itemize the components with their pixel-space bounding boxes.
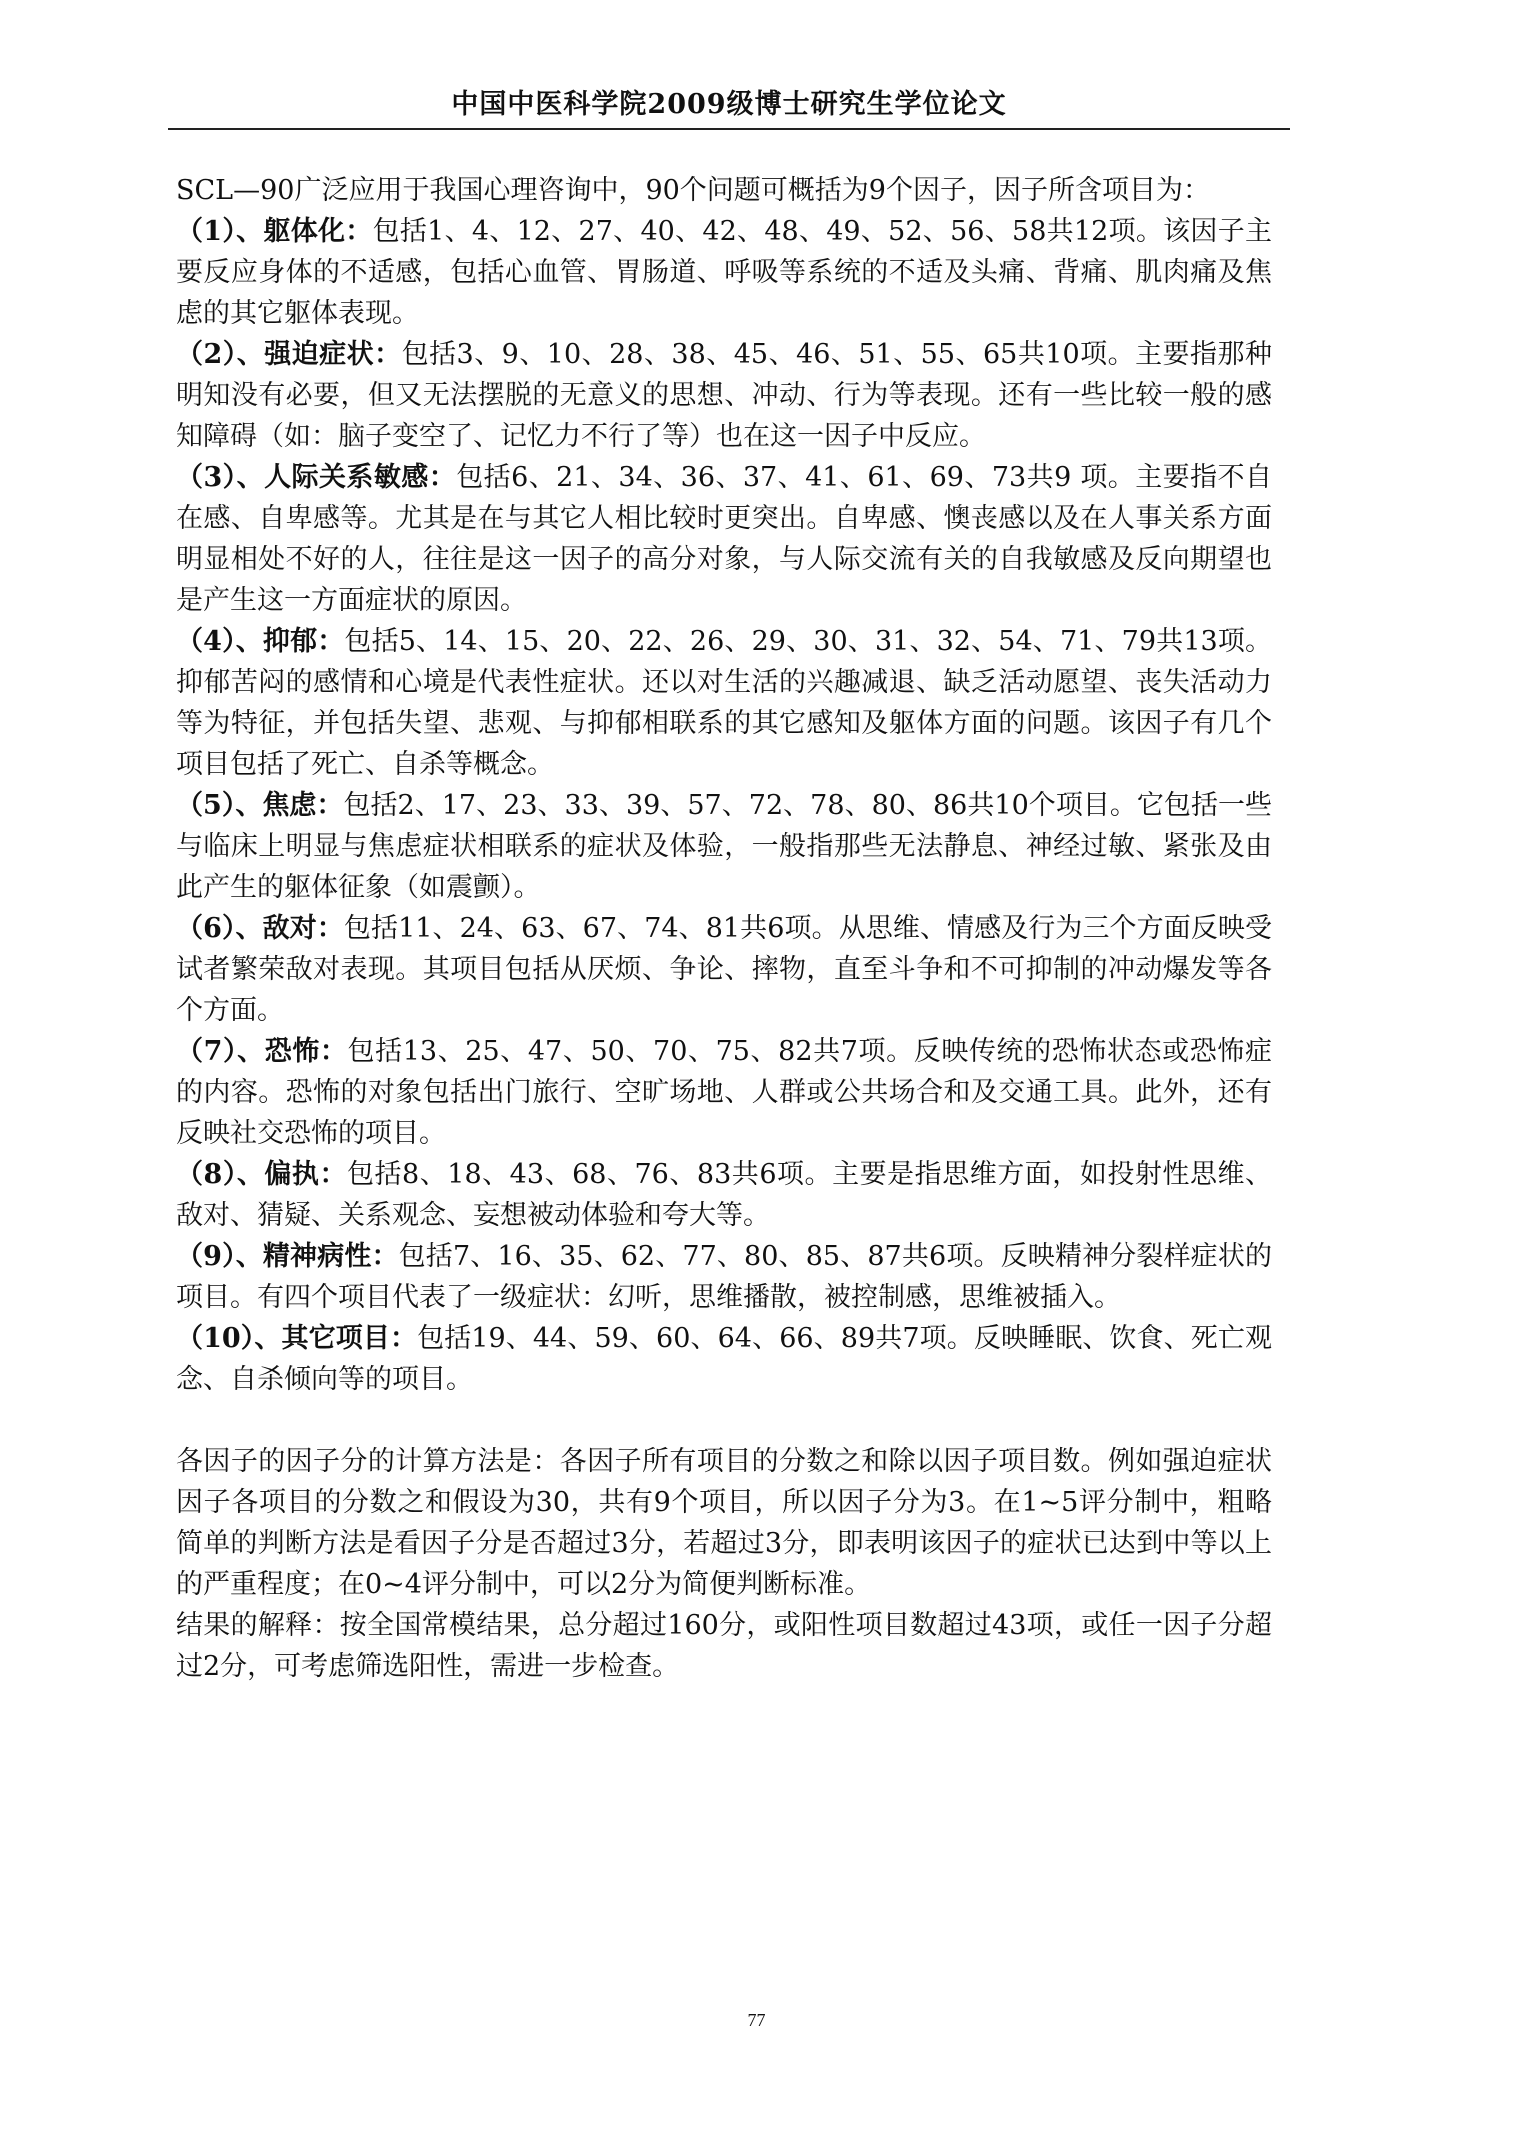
factor-label: （8）、偏执： xyxy=(176,1159,347,1190)
factor-item-6 xyxy=(176,908,1272,1031)
body-text xyxy=(176,170,1272,1687)
factor-description: 包括19、44、59、60、64、66、89共7项。反映睡眠、饮食、死亡观念、自杀倾向等的项目。 xyxy=(176,1323,1272,1395)
factor-label: （6）、敌对： xyxy=(176,913,344,944)
factor-item-2 xyxy=(176,334,1272,457)
paragraph-spacer xyxy=(176,1400,1272,1441)
factor-description: 包括7、16、35、62、77、80、85、87共6项。反映精神分裂样症状的项目。有四个项目代表了一级症状：幻听，思维播散，被控制感，思维被插入。 xyxy=(176,1241,1272,1313)
factor-item-3 xyxy=(176,457,1272,621)
factor-item-10 xyxy=(176,1318,1272,1400)
intro-paragraph: SCL—90广泛应用于我国心理咨询中，90个问题可概括为9个因子，因子所含项目为： xyxy=(176,175,1210,206)
header-divider xyxy=(168,128,1290,130)
factor-label: （10）、其它项目： xyxy=(176,1323,418,1354)
factor-label: （2）、强迫症状： xyxy=(176,339,402,370)
factor-label: （9）、精神病性： xyxy=(176,1241,399,1272)
method-paragraph: 各因子的因子分的计算方法是：各因子所有项目的分数之和除以因子项目数。例如强迫症状因子各项目的分数之和假设为30，共有9个项目，所以因子分为3。在1~5评分制中，粗略简单的判断方法是看因子分是否超过3分，若超过3分，即表明该因子的症状已达到中等以上的严重程度；在0~4评分制中，可以2分为简便判断标准。 xyxy=(176,1446,1272,1600)
factor-label: （5）、焦虑： xyxy=(176,790,344,821)
factor-item-1 xyxy=(176,211,1272,334)
running-header: 中国中医科学院2009级博士研究生学位论文 xyxy=(451,89,1007,120)
factor-description: 包括5、14、15、20、22、26、29、30、31、32、54、71、79共13项。抑郁苦闷的感情和心境是代表性症状。还以对生活的兴趣减退、缺乏活动愿望、丧失活动力等为特征，并包括失望、悲观、与抑郁相联系的其它感知及躯体方面的问题。该因子有几个项目包括了死亡、自杀等概念。 xyxy=(176,626,1272,780)
factor-description: 包括3、9、10、28、38、45、46、51、55、65共10项。主要指那种明知没有必要，但又无法摆脱的无意义的思想、冲动、行为等表现。还有一些比较一般的感知障碍（如：脑子变空了、记忆力不行了等）也在这一因子中反应。 xyxy=(176,339,1272,452)
factor-description: 包括6、21、34、36、37、41、61、69、73共9 项。主要指不自在感、自卑感等。尤其是在与其它人相比较时更突出。自卑感、懊丧感以及在人事关系方面明显相处不好的人，往往是这一因子的高分对象，与人际交流有关的自我敏感及反向期望也是产生这一方面症状的原因。 xyxy=(176,462,1272,616)
factor-label: （7）、恐怖： xyxy=(176,1036,348,1067)
factor-item-7 xyxy=(176,1031,1272,1154)
factor-description: 包括1、4、12、27、40、42、48、49、52、56、58共12项。该因子主要反应身体的不适感，包括心血管、胃肠道、呼吸等系统的不适及头痛、背痛、肌肉痛及焦虑的其它躯体表现。 xyxy=(176,216,1272,329)
factor-description: 包括2、17、23、33、39、57、72、78、80、86共10个项目。它包括一些与临床上明显与焦虑症状相联系的症状及体验，一般指那些无法静息、神经过敏、紧张及由此产生的躯体征象（如震颤）。 xyxy=(176,790,1272,903)
interpretation-paragraph: 结果的解释：按全国常模结果，总分超过160分，或阳性项目数超过43项，或任一因子分超过2分，可考虑筛选阳性，需进一步检查。 xyxy=(176,1610,1272,1682)
factor-label: （4）、抑郁： xyxy=(176,626,345,657)
factor-label: （3）、人际关系敏感： xyxy=(176,462,457,493)
factor-item-4 xyxy=(176,621,1272,785)
factor-description: 包括13、25、47、50、70、75、82共7项。反映传统的恐怖状态或恐怖症的内容。恐怖的对象包括出门旅行、空旷场地、人群或公共场合和及交通工具。此外，还有反映社交恐怖的项目。 xyxy=(176,1036,1272,1149)
factor-item-8 xyxy=(176,1154,1272,1236)
page-number: 77 xyxy=(747,2010,766,2030)
factor-description: 包括8、18、43、68、76、83共6项。主要是指思维方面，如投射性思维、敌对、猜疑、关系观念、妄想被动体验和夸大等。 xyxy=(176,1159,1272,1231)
factor-item-9 xyxy=(176,1236,1272,1318)
factor-item-5 xyxy=(176,785,1272,908)
factor-description: 包括11、24、63、67、74、81共6项。从思维、情感及行为三个方面反映受试者繁荣敌对表现。其项目包括从厌烦、争论、摔物，直至斗争和不可抑制的冲动爆发等各个方面。 xyxy=(176,913,1272,1026)
factor-label: （1）、躯体化： xyxy=(176,216,373,247)
